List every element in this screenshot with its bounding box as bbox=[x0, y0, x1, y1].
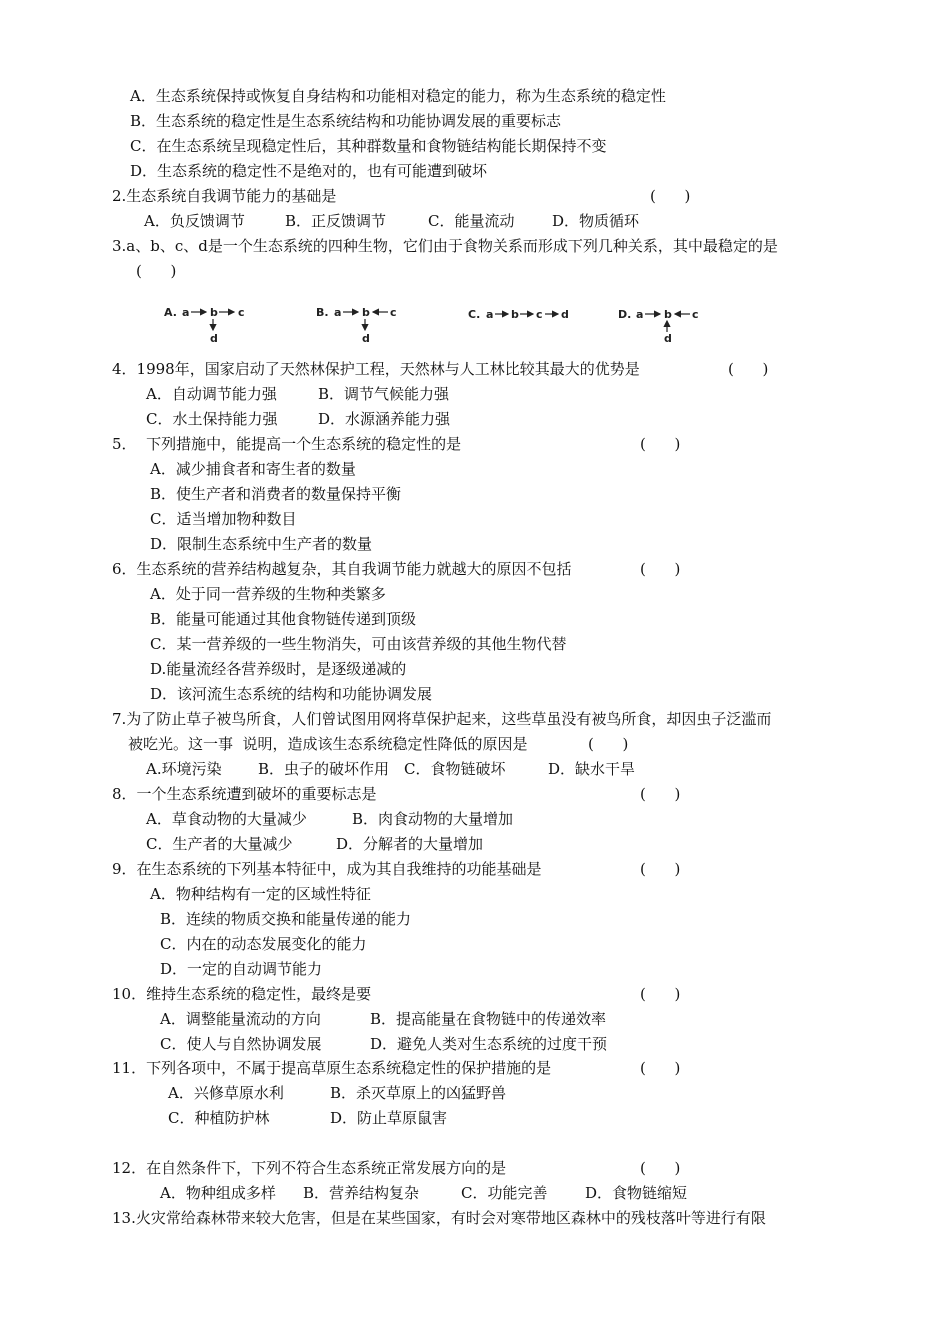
q3-d-node-d: d bbox=[664, 332, 672, 344]
q6-option-d: D.能量流经各营养级时，是逐级递减的 bbox=[150, 660, 407, 678]
q8-option-b: B．肉食动物的大量增加 bbox=[352, 810, 514, 828]
q9-option-b: B．连续的物质交换和能量传递的能力 bbox=[160, 910, 412, 928]
q1-option-d: D．生态系统的稳定性不是绝对的，也有可能遭到破坏 bbox=[130, 162, 488, 180]
q3-a-node-d: d bbox=[210, 332, 218, 344]
q9-option-c: C．内在的动态发展变化的能力 bbox=[160, 935, 367, 953]
q3-b-node-c: c bbox=[390, 306, 397, 319]
q11-answer-bracket: ( ) bbox=[640, 1059, 681, 1077]
q7-option-b: B．虫子的破坏作用 bbox=[258, 760, 390, 778]
q3-answer-bracket: ( ) bbox=[136, 262, 177, 280]
q11-option-a: A．兴修草原水利 bbox=[168, 1084, 284, 1102]
q9-stem: 9．在生态系统的下列基本特征中，成为其自我维持的功能基础是 bbox=[112, 860, 542, 878]
q1-option-c: C．在生态系统呈现稳定性后，其种群数量和食物链结构能长期保持不变 bbox=[130, 137, 607, 155]
q3-diagram-c bbox=[466, 300, 576, 344]
q3-d-node-c: c bbox=[692, 308, 699, 321]
q7-stem-line2: 被吃光。这一事 说明，造成该生态系统稳定性降低的原因是 bbox=[128, 735, 528, 753]
q4-option-a: A．自动调节能力强 bbox=[146, 385, 277, 403]
q2-answer-bracket: ( ) bbox=[650, 187, 691, 205]
q11-option-b: B．杀灭草原上的凶猛野兽 bbox=[330, 1084, 507, 1102]
q3-d-label: D. bbox=[618, 308, 632, 321]
q10-option-b: B．提高能量在食物链中的传递效率 bbox=[370, 1010, 607, 1028]
q12-option-a: A．物种组成多样 bbox=[160, 1184, 276, 1202]
q11-option-d: D．防止草原鼠害 bbox=[330, 1109, 448, 1127]
q3-b-node-b: b bbox=[362, 306, 370, 319]
q3-c-node-d: d bbox=[561, 308, 569, 321]
q11-option-c: C．种植防护林 bbox=[168, 1109, 270, 1127]
q3-c-node-c: c bbox=[536, 308, 543, 321]
q7-stem-line1: 7.为了防止草子被鸟所食，人们曾试图用网将草保护起来，这些草虽没有被鸟所食，却因虫子泛滥而 bbox=[112, 710, 772, 728]
q3-c-node-a: a bbox=[486, 308, 494, 321]
q5-option-a: A．减少捕食者和寄生者的数量 bbox=[150, 460, 356, 478]
q6-option-e: D．该河流生态系统的结构和功能协调发展 bbox=[150, 685, 433, 703]
q8-answer-bracket: ( ) bbox=[640, 785, 681, 803]
q5-option-c: C．适当增加物种数目 bbox=[150, 510, 297, 528]
q10-option-c: C．使人与自然协调发展 bbox=[160, 1035, 322, 1053]
q3-a-node-a: a bbox=[182, 306, 190, 319]
q12-option-c: C．功能完善 bbox=[461, 1184, 548, 1202]
q4-stem: 4．1998年，国家启动了天然林保护工程，天然林与人工林比较其最大的优势是 bbox=[112, 360, 640, 378]
q6-stem: 6．生态系统的营养结构越复杂，其自我调节能力就越大的原因不包括 bbox=[112, 560, 572, 578]
q3-c-node-b: b bbox=[511, 308, 519, 321]
q4-option-c: C．水土保持能力强 bbox=[146, 410, 278, 428]
q5-option-b: B．使生产者和消费者的数量保持平衡 bbox=[150, 485, 402, 503]
q3-b-node-a: a bbox=[334, 306, 342, 319]
q2-option-c: C．能量流动 bbox=[428, 212, 515, 230]
q8-option-d: D．分解者的大量增加 bbox=[336, 835, 484, 853]
q8-stem: 8．一个生态系统遭到破坏的重要标志是 bbox=[112, 785, 377, 803]
q6-option-a: A．处于同一营养级的生物种类繁多 bbox=[150, 585, 386, 603]
q3-b-label: B. bbox=[316, 306, 329, 319]
q8-option-c: C．生产者的大量减少 bbox=[146, 835, 293, 853]
q11-stem: 11．下列各项中，不属于提高草原生态系统稳定性的保护措施的是 bbox=[112, 1059, 552, 1077]
q3-a-label: A. bbox=[164, 306, 177, 319]
q3-diagram-a bbox=[162, 300, 262, 344]
q3-stem: 3.a、b、c、d是一个生态系统的四种生物，它们由于食物关系而形成下列几种关系，其中最稳定的是 bbox=[112, 237, 778, 255]
q12-answer-bracket: ( ) bbox=[640, 1159, 681, 1177]
q5-option-d: D．限制生态系统中生产者的数量 bbox=[150, 535, 373, 553]
q13-stem: 13.火灾常给森林带来较大危害，但是在某些国家，有时会对寒带地区森林中的残枝落叶等进行有限 bbox=[112, 1209, 766, 1227]
q9-answer-bracket: ( ) bbox=[640, 860, 681, 878]
q12-stem: 12．在自然条件下，下列不符合生态系统正常发展方向的是 bbox=[112, 1159, 507, 1177]
q8-option-a: A．草食动物的大量减少 bbox=[146, 810, 307, 828]
q10-option-a: A．调整能量流动的方向 bbox=[160, 1010, 321, 1028]
q6-answer-bracket: ( ) bbox=[640, 560, 681, 578]
q4-option-b: B．调节气候能力强 bbox=[318, 385, 450, 403]
q1-option-b: B．生态系统的稳定性是生态系统结构和功能协调发展的重要标志 bbox=[130, 112, 562, 130]
q1-option-a: A．生态系统保持或恢复自身结构和功能相对稳定的能力，称为生态系统的稳定性 bbox=[130, 87, 666, 105]
q2-stem: 2.生态系统自我调节能力的基础是 bbox=[112, 187, 337, 205]
q12-option-d: D．食物链缩短 bbox=[585, 1184, 688, 1202]
q3-a-node-b: b bbox=[210, 306, 218, 319]
q7-answer-bracket: ( ) bbox=[588, 735, 629, 753]
q7-option-c: C．食物链破坏 bbox=[404, 760, 506, 778]
q4-answer-bracket: ( ) bbox=[728, 360, 769, 378]
q6-option-b: B．能量可能通过其他食物链传递到顶级 bbox=[150, 610, 417, 628]
q10-answer-bracket: ( ) bbox=[640, 985, 681, 1003]
q3-a-node-c: c bbox=[238, 306, 245, 319]
q3-c-label: C. bbox=[468, 308, 481, 321]
q9-option-a: A．物种结构有一定的区域性特征 bbox=[150, 885, 371, 903]
q2-option-b: B．正反馈调节 bbox=[285, 212, 387, 230]
q2-option-a: A．负反馈调节 bbox=[144, 212, 245, 230]
q7-option-d: D．缺水干旱 bbox=[548, 760, 636, 778]
q7-option-a: A.环境污染 bbox=[146, 760, 222, 778]
q3-b-node-d: d bbox=[362, 332, 370, 344]
q5-answer-bracket: ( ) bbox=[640, 435, 681, 453]
q3-diagram-b bbox=[314, 300, 414, 344]
q12-option-b: B．营养结构复杂 bbox=[303, 1184, 420, 1202]
q3-diagram-d bbox=[616, 300, 716, 344]
q3-d-node-a: a bbox=[636, 308, 644, 321]
q3-d-node-b: b bbox=[664, 308, 672, 321]
q10-stem: 10．维持生态系统的稳定性，最终是要 bbox=[112, 985, 372, 1003]
q9-option-d: D．一定的自动调节能力 bbox=[160, 960, 323, 978]
q10-option-d: D．避免人类对生态系统的过度干预 bbox=[370, 1035, 608, 1053]
q5-stem: 5． 下列措施中，能提高一个生态系统的稳定性的是 bbox=[112, 435, 462, 453]
q4-option-d: D．水源涵养能力强 bbox=[318, 410, 451, 428]
q6-option-c: C．某一营养级的一些生物消失，可由该营养级的其他生物代替 bbox=[150, 635, 567, 653]
q2-option-d: D．物质循环 bbox=[552, 212, 640, 230]
